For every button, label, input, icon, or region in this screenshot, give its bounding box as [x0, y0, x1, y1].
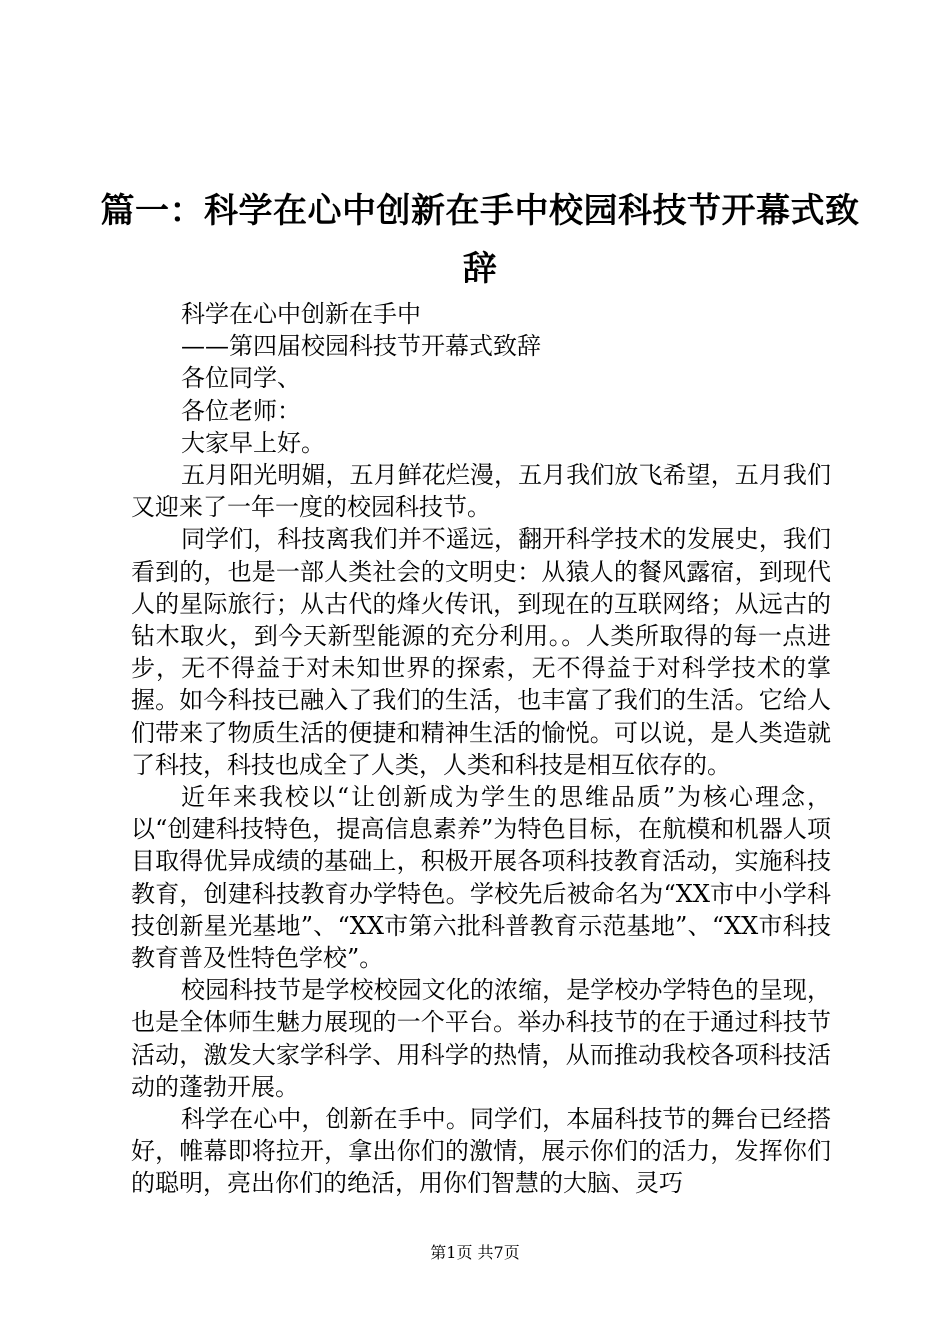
page-number-footer: 第1页 共7页: [430, 1243, 520, 1262]
greeting-line: 大家早上好。: [181, 428, 325, 457]
subtitle-line: ——第四届校园科技节开幕式致辞: [181, 332, 541, 361]
body-paragraph: 科学在心中，创新在手中。同学们，本届科技节的舞台已经搭好，帷幕即将拉开，拿出你们的激情，展示你们的活力，发挥你们的聪明，亮出你们的绝活，用你们智慧的大脑、灵巧: [131, 1105, 831, 1198]
document-body: [131, 298, 831, 1200]
subtitle-line: 科学在心中创新在手中: [181, 300, 421, 328]
body-paragraph: 近年来我校以“让创新成为学生的思维品质”为核心理念，以“创建科技特色，提高信息素养”为特色目标，在航模和机器人项目取得优异成绩的基础上，积极开展各项科技教育活动，实施科技教育，创建科技教育办学特色。学校先后被命名为“XX市中小学科技创新星光基地”、“XX市第六批科普教育示范基地”、“XX市科技教育普及性特色学校”。: [131, 783, 831, 973]
body-paragraph: 校园科技节是学校校园文化的浓缩，是学校办学特色的呈现，也是全体师生魅力展现的一个平台。举办科技节的在于通过科技节活动，激发大家学科学、用科学的热情，从而推动我校各项科技活动的蓬勃开展。: [131, 976, 831, 1101]
document-title: 篇一：科学在心中创新在手中校园科技节开幕式致辞: [100, 191, 860, 289]
salutation-line: 各位同学、: [181, 364, 301, 393]
salutation-line: 各位老师：: [181, 396, 301, 425]
body-paragraph: 同学们，科技离我们并不遥远，翻开科学技术的发展史，我们看到的，也是一部人类社会的文明史：从猿人的餐风露宿，到现代人的星际旅行；从古代的烽火传讯，到现在的互联网络；从远古的钻木取火，到今天新型能源的充分利用。。人类所取得的每一点进步，无不得益于对未知世界的探索，无不得益于对科学技术的掌握。如今科技已融入了我们的生活，也丰富了我们的生活。它给人们带来了物质生活的便捷和精神生活的愉悦。可以说，是人类造就了科技，科技也成全了人类，人类和科技是相互依存的。: [131, 525, 831, 779]
body-paragraph: 五月阳光明媚，五月鲜花烂漫，五月我们放飞希望，五月我们又迎来了一年一度的校园科技节。: [131, 461, 831, 522]
